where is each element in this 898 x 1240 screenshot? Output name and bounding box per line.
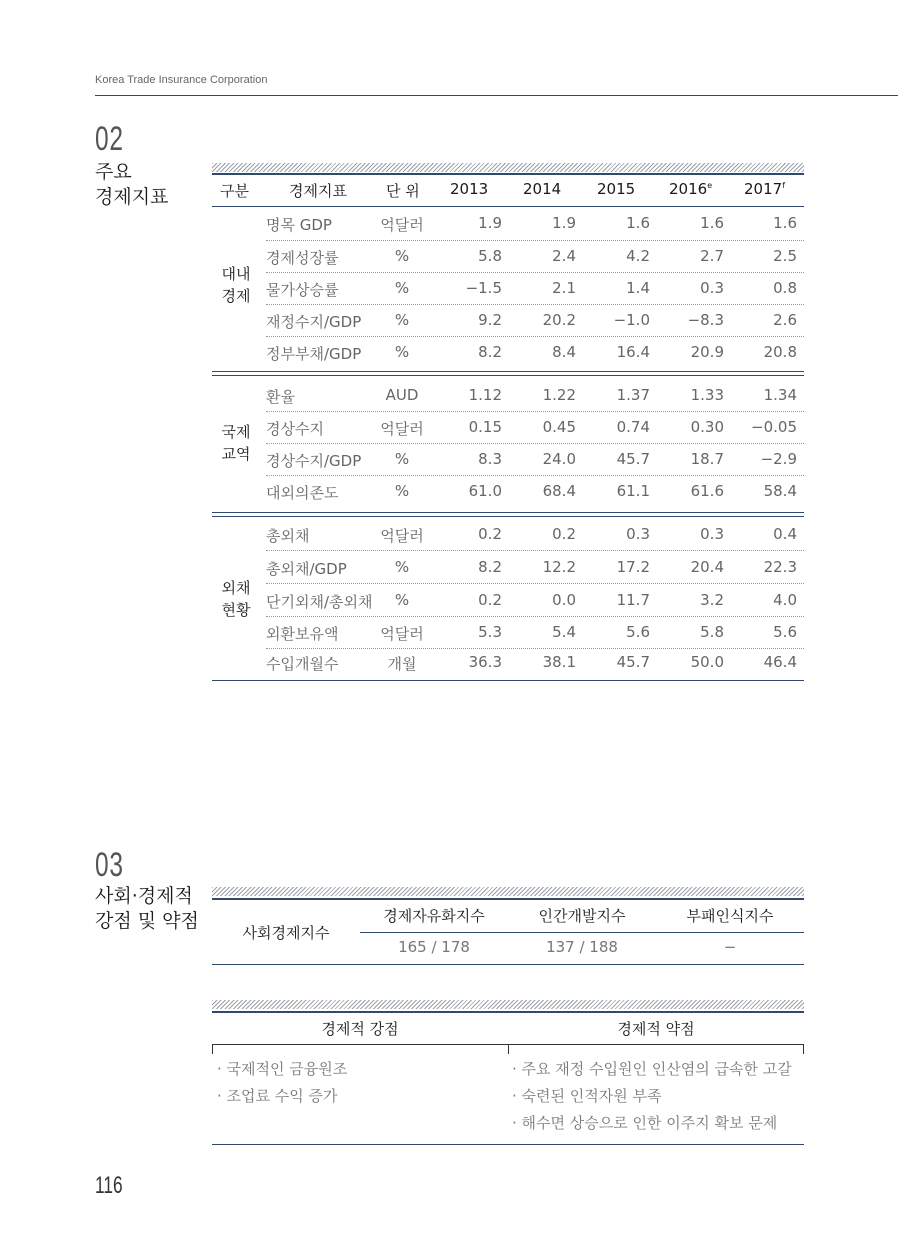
col-year-2013: 2013: [450, 180, 489, 198]
section2-number: 02: [95, 120, 124, 158]
table-row: [212, 646, 804, 679]
row-value: 18.7: [690, 450, 724, 468]
row-value: 20.2: [542, 311, 576, 329]
row-value: 61.6: [690, 482, 724, 500]
header-rule: [95, 95, 898, 96]
row-value: 1.34: [763, 386, 797, 404]
row-value: 61.0: [468, 482, 502, 500]
row-value: −0.05: [751, 418, 797, 436]
row-value: 9.2: [478, 311, 502, 329]
col-unit: 단 위: [386, 182, 420, 200]
row-name: 경상수지: [266, 420, 324, 438]
row-value: 0.15: [468, 418, 502, 436]
row-value: 16.4: [616, 343, 650, 361]
section2-title-line1: 주요: [95, 161, 132, 183]
row-value: 50.0: [690, 653, 724, 671]
table-row: [212, 207, 804, 240]
row-name: 환율: [266, 388, 295, 406]
section3-title-line1: 사회·경제적: [95, 885, 193, 907]
table-row: [212, 379, 804, 412]
row-unit: %: [394, 482, 410, 500]
row-value: 68.4: [542, 482, 576, 500]
row-name: 경제성장률: [266, 249, 339, 267]
table-row: [212, 518, 804, 551]
row-value: 1.9: [478, 214, 502, 232]
row-value: 5.6: [773, 623, 797, 641]
row-value: 5.6: [626, 623, 650, 641]
col-year-2017: [744, 180, 785, 198]
row-value: 0.8: [773, 279, 797, 297]
weakness-item: · 숙련된 인적자원 부족: [512, 1087, 662, 1105]
group-label-line: 교역: [221, 445, 251, 463]
section3-number: 03: [95, 846, 124, 884]
row-value: 4.0: [773, 591, 797, 609]
row-value: 36.3: [468, 653, 502, 671]
row-value: 0.74: [616, 418, 650, 436]
table-row: [212, 336, 804, 369]
sw-table-top-rule: [212, 1011, 804, 1013]
row-value: 2.1: [552, 279, 576, 297]
row-value: 20.8: [763, 343, 797, 361]
indicator-table-header: [212, 176, 804, 206]
index-table-bottom-rule: [212, 964, 804, 965]
sw-table-hatch: [212, 1000, 804, 1009]
group-divider: [212, 512, 804, 513]
row-name: 단기외채/총외채: [266, 593, 373, 611]
table-hatch-top: [212, 163, 804, 172]
row-name: 물가상승률: [266, 281, 339, 299]
page-number: 116: [95, 1172, 123, 1199]
row-value: 0.4: [773, 525, 797, 543]
group-label-line: 국제: [221, 423, 251, 441]
row-name: 외환보유액: [266, 625, 339, 643]
table-row: [212, 551, 804, 584]
row-value: 1.22: [542, 386, 576, 404]
row-name: 대외의존도: [266, 484, 339, 502]
table-row: [212, 240, 804, 273]
row-value: 2.7: [700, 247, 724, 265]
row-value: 61.1: [616, 482, 650, 500]
group-label-line: 현황: [221, 601, 251, 619]
index-header-human-development: 인간개발지수: [538, 907, 626, 925]
col-year-2015: 2015: [597, 180, 636, 198]
row-value: 1.37: [616, 386, 650, 404]
table-row: [212, 443, 804, 476]
row-value: 46.4: [763, 653, 797, 671]
col-year-2016: [669, 180, 712, 198]
row-value: 45.7: [616, 653, 650, 671]
row-value: 22.3: [763, 558, 797, 576]
row-value: 45.7: [616, 450, 650, 468]
row-value: 5.8: [700, 623, 724, 641]
row-unit: %: [394, 279, 410, 297]
index-table-top-rule: [212, 898, 804, 900]
bracket-middle: [508, 1044, 509, 1054]
row-value: 17.2: [616, 558, 650, 576]
sw-table-bottom-rule: [212, 1144, 804, 1145]
row-value: 0.30: [690, 418, 724, 436]
row-unit: %: [394, 343, 410, 361]
index-row-label: 사회경제지수: [242, 924, 330, 942]
strength-title: 경제적 강점: [321, 1020, 399, 1038]
row-unit: AUD: [385, 386, 419, 404]
row-unit: 억달러: [380, 527, 424, 545]
row-value: 0.2: [478, 591, 502, 609]
index-header-economic-freedom: 경제자유화지수: [383, 907, 485, 925]
row-unit: %: [394, 558, 410, 576]
section2-title: [95, 160, 168, 210]
bracket-left: [212, 1044, 213, 1054]
table-row: [212, 475, 804, 508]
row-value: −1.5: [465, 279, 502, 297]
row-name: 총외채: [266, 527, 310, 545]
row-value: 0.0: [552, 591, 576, 609]
row-value: 8.3: [478, 450, 502, 468]
group-label-line: 외채: [221, 579, 251, 597]
row-value: 1.12: [468, 386, 502, 404]
row-unit: 개월: [387, 655, 417, 673]
row-value: 8.2: [478, 558, 502, 576]
row-unit: 억달러: [380, 216, 424, 234]
index-header-corruption: 부패인식지수: [686, 907, 774, 925]
table-row: [212, 584, 804, 617]
table-row: [212, 411, 804, 444]
row-value: 38.1: [542, 653, 576, 671]
row-value: 1.6: [773, 214, 797, 232]
index-value-corruption: −: [723, 938, 737, 956]
row-value: −1.0: [613, 311, 650, 329]
row-value: 58.4: [763, 482, 797, 500]
row-value: −2.9: [760, 450, 797, 468]
row-value: 12.2: [542, 558, 576, 576]
col-year-2017-label: 2017: [744, 180, 783, 198]
col-indicator: 경제지표: [289, 182, 347, 200]
col-year-2016-sup: e: [707, 181, 713, 190]
col-year-2017-sup: f: [782, 181, 786, 190]
section3-title: [95, 884, 199, 934]
table-top-rule: [212, 173, 804, 175]
header-org-name: Korea Trade Insurance Corporation: [95, 74, 268, 86]
row-unit: 억달러: [380, 420, 424, 438]
row-value: 0.2: [552, 525, 576, 543]
row-name: 수입개월수: [266, 655, 339, 673]
row-value: 20.9: [690, 343, 724, 361]
strength-item: · 국제적인 금융원조: [217, 1060, 348, 1078]
group-divider: [212, 375, 804, 376]
row-value: 5.4: [552, 623, 576, 641]
col-year-2014: 2014: [523, 180, 562, 198]
row-value: 0.45: [542, 418, 576, 436]
col-year-2016-label: 2016: [669, 180, 708, 198]
row-unit: %: [394, 311, 410, 329]
weakness-item: · 해수면 상승으로 인한 이주지 확보 문제: [512, 1114, 778, 1132]
row-unit: %: [394, 591, 410, 609]
row-value: 1.6: [700, 214, 724, 232]
bracket-right: [803, 1044, 804, 1054]
row-value: 1.6: [626, 214, 650, 232]
row-name: 정부부채/GDP: [266, 345, 362, 363]
section3-title-line2: 강점 및 약점: [95, 910, 199, 932]
row-value: 5.8: [478, 247, 502, 265]
group-divider: [212, 371, 804, 372]
weakness-title: 경제적 약점: [617, 1020, 695, 1038]
weakness-item: · 주요 재정 수입원인 인산염의 급속한 고갈: [512, 1060, 792, 1078]
row-value: 0.3: [626, 525, 650, 543]
table-row: [212, 272, 804, 305]
row-value: 1.4: [626, 279, 650, 297]
row-name: 명목 GDP: [266, 216, 332, 234]
index-table-hatch: [212, 887, 804, 896]
row-value: 8.4: [552, 343, 576, 361]
index-value-economic-freedom: 165 / 178: [398, 938, 470, 956]
row-value: 4.2: [626, 247, 650, 265]
row-value: 8.2: [478, 343, 502, 361]
index-header-rule: [360, 932, 804, 933]
table-row: [212, 616, 804, 649]
row-value: 2.4: [552, 247, 576, 265]
row-value: 3.2: [700, 591, 724, 609]
group-label-line: 경제: [221, 287, 251, 305]
row-value: 20.4: [690, 558, 724, 576]
row-value: −8.3: [687, 311, 724, 329]
row-unit: %: [394, 450, 410, 468]
index-value-human-development: 137 / 188: [546, 938, 618, 956]
row-value: 1.33: [690, 386, 724, 404]
row-value: 0.3: [700, 279, 724, 297]
row-value: 1.9: [552, 214, 576, 232]
section2-title-line2: 경제지표: [95, 186, 169, 208]
row-value: 0.3: [700, 525, 724, 543]
row-name: 재정수지/GDP: [266, 313, 362, 331]
table-row: [212, 304, 804, 337]
row-unit: 억달러: [380, 625, 424, 643]
row-value: 5.3: [478, 623, 502, 641]
row-name: 총외채/GDP: [266, 560, 347, 578]
strength-item: · 조업료 수익 증가: [217, 1087, 338, 1105]
row-value: 24.0: [542, 450, 576, 468]
row-name: 경상수지/GDP: [266, 452, 362, 470]
group-label-line: 대내: [221, 265, 251, 283]
row-value: 2.6: [773, 311, 797, 329]
row-value: 0.2: [478, 525, 502, 543]
group-divider: [212, 516, 804, 517]
row-unit: %: [394, 247, 410, 265]
row-value: 2.5: [773, 247, 797, 265]
row-value: 11.7: [616, 591, 650, 609]
table-bottom-rule: [212, 680, 804, 681]
col-category: 구분: [220, 182, 249, 200]
